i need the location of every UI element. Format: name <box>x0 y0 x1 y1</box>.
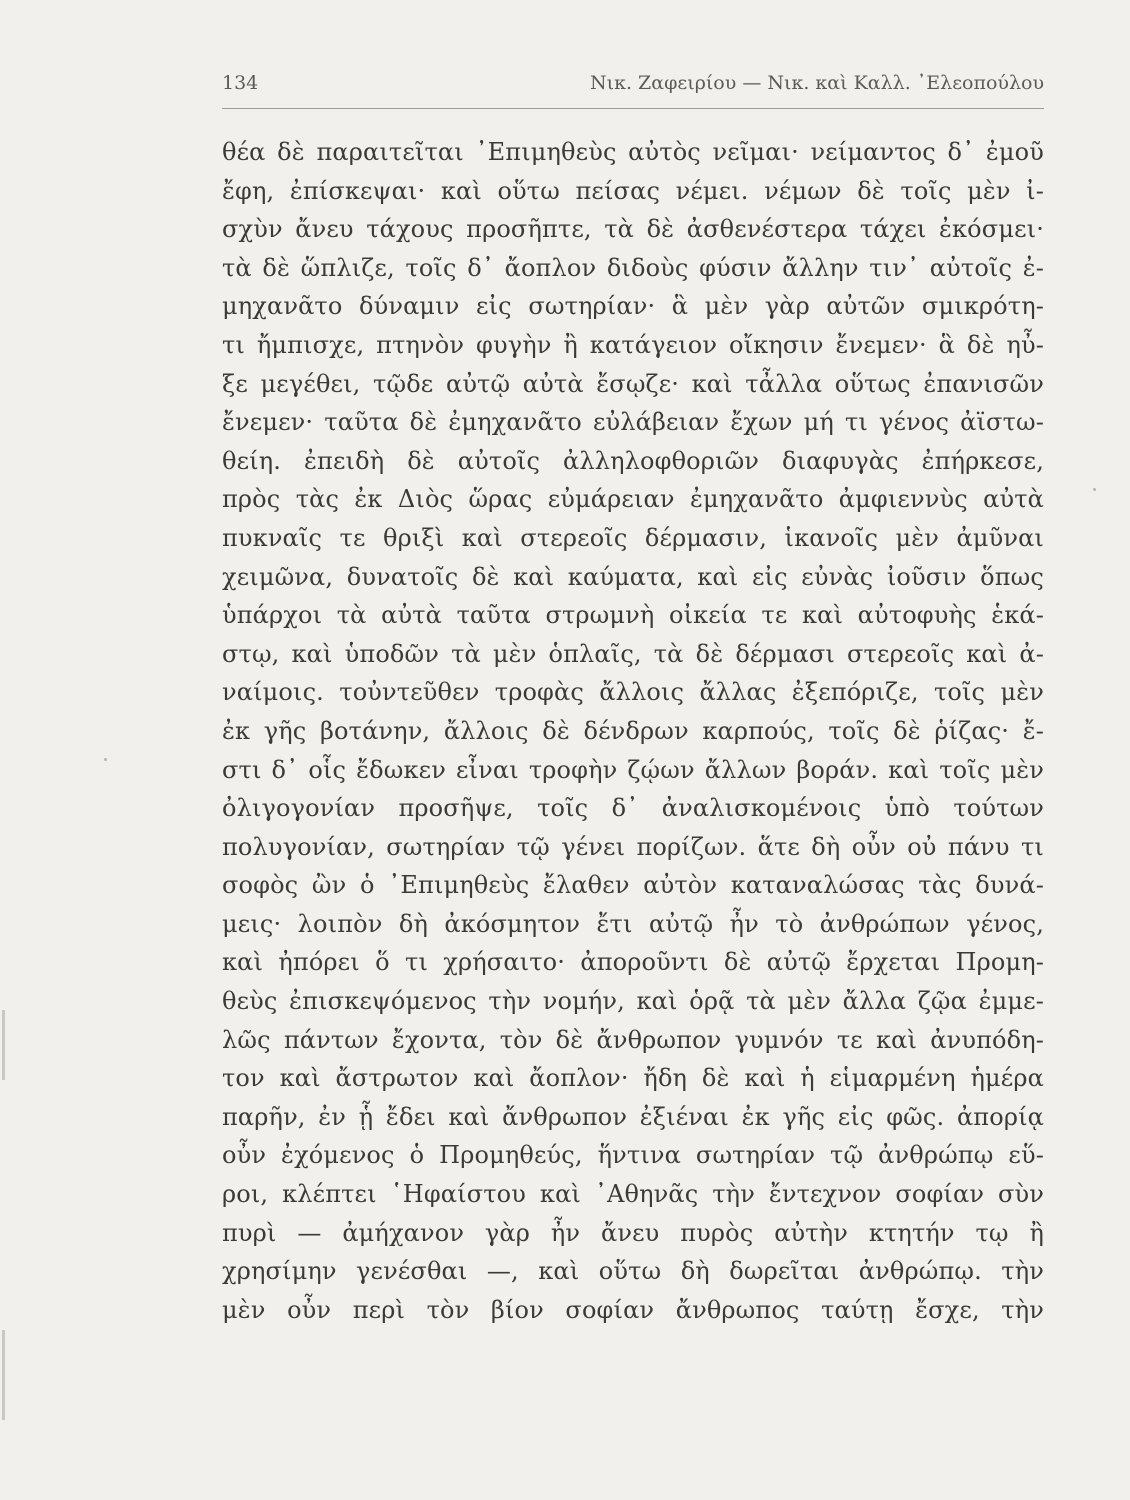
text-line: οὖν ἐχόμενος ὁ Προμηθεύς, ἥντινα σωτηρίαν τῷ ἀνθρώπῳ εὕ- <box>222 1141 1044 1170</box>
text-line: πρὸς τὰς ἐκ Διὸς ὥρας εὐμάρειαν ἐμηχανᾶτο ἀμφιεννὺς αὐτὰ <box>222 485 1044 514</box>
text-line: λῶς πάντων ἔχοντα, τὸν δὲ ἄνθρωπον γυμνόν τε καὶ ἀνυπόδη- <box>222 1025 1044 1054</box>
text-line: καὶ ἠπόρει ὅ τι χρήσαιτο· ἀποροῦντι δὲ αὐτῷ ἔρχεται Προμη- <box>222 948 1044 977</box>
scan-edge-mark <box>2 1010 5 1080</box>
page-header <box>222 72 1044 100</box>
text-line: ναίμοις. τοὐντεῦθεν τροφὰς ἄλλοις ἄλλας ἐξεπόριζε, τοῖς μὲν <box>222 678 1044 707</box>
header-rule <box>222 108 1044 109</box>
paper-speck <box>1093 488 1096 491</box>
text-line: στῳ, καὶ ὑποδῶν τὰ μὲν ὁπλαῖς, τὰ δὲ δέρμασι στερεοῖς καὶ ἀ- <box>222 639 1044 668</box>
text-line: παρῆν, ἐν ᾗ ἔδει καὶ ἄνθρωπον ἐξιέναι ἐκ γῆς εἰς φῶς. ἀπορίᾳ <box>222 1102 1044 1131</box>
text-line: χρησίμην γενέσθαι —, καὶ οὕτω δὴ δωρεῖται ἀνθρώπῳ. τὴν <box>222 1257 1044 1286</box>
text-line: τι ἤμπισχε, πτηνὸν φυγὴν ἢ κατάγειον οἴκησιν ἔνεμεν· ἃ δὲ ηὖ- <box>222 330 1044 359</box>
text-line: θέα δὲ παραιτεῖται ᾿Επιμηθεὺς αὐτὸς νεῖμαι· νείμαντος δ᾿ ἐμοῦ <box>222 138 1044 166</box>
body-text <box>222 133 1044 1329</box>
text-line: θείη. ἐπειδὴ δὲ αὐτοῖς ἀλληλοφθοριῶν διαφυγὰς ἐπήρκεσε, <box>222 446 1044 475</box>
text-line: τον καὶ ἄστρωτον καὶ ἄοπλον· ἤδη δὲ καὶ ἡ εἱμαρμένη ἡμέρα <box>222 1064 1044 1093</box>
scan-edge-mark <box>2 1330 5 1420</box>
text-line: ἐκ γῆς βοτάνην, ἄλλοις δὲ δένδρων καρπούς, τοῖς δὲ ῥίζας· ἔ- <box>222 716 1044 745</box>
paper-speck <box>104 758 107 761</box>
text-line: ὑπάρχοι τὰ αὐτὰ ταῦτα στρωμνὴ οἰκεία τε καὶ αὐτοφυὴς ἑκά- <box>222 601 1044 630</box>
text-line: πυκναῖς τε θριξὶ καὶ στερεοῖς δέρμασιν, ἱκανοῖς μὲν ἀμῦναι <box>222 523 1044 552</box>
text-line: μὲν οὖν περὶ τὸν βίον σοφίαν ἄνθρωπος ταύτῃ ἔσχε, τὴν <box>222 1295 1044 1324</box>
text-line: μεις· λοιπὸν δὴ ἀκόσμητον ἔτι αὐτῷ ἦν τὸ ἀνθρώπων γένος, <box>222 909 1044 938</box>
text-line: σχὺν ἄνευ τάχους προσῆπτε, τὰ δὲ ἀσθενέστερα τάχει ἐκόσμει· <box>222 215 1044 244</box>
text-line: τὰ δὲ ὥπλιζε, τοῖς δ᾿ ἄοπλον διδοὺς φύσιν ἄλλην τιν᾿ αὐτοῖς ἐ- <box>222 253 1044 282</box>
text-line: χειμῶνα, δυνατοῖς δὲ καὶ καύματα, καὶ εἰς εὐνὰς ἰοῦσιν ὅπως <box>222 562 1044 591</box>
text-line: ὀλιγογονίαν προσῆψε, τοῖς δ᾿ ἀναλισκομένοις ὑπὸ τούτων <box>222 794 1044 823</box>
text-line: στι δ᾿ οἷς ἔδωκεν εἶναι τροφὴν ζῴων ἄλλων βοράν. καὶ τοῖς μὲν <box>222 755 1044 784</box>
text-line: ἔφη, ἐπίσκεψαι· καὶ οὕτω πείσας νέμει. νέμων δὲ τοῖς μὲν ἰ- <box>222 176 1044 205</box>
page-number: 134 <box>222 72 259 94</box>
text-line: πυρὶ — ἀμήχανον γὰρ ἦν ἄνευ πυρὸς αὐτὴν κτητήν τῳ ἢ <box>222 1218 1044 1247</box>
text-line: πολυγονίαν, σωτηρίαν τῷ γένει πορίζων. ἅτε δὴ οὖν οὐ πάνυ τι <box>222 832 1044 861</box>
running-head: Νικ. Ζαφειρίου — Νικ. καὶ Καλλ. ᾿Ελεοπούλου <box>590 72 1044 94</box>
text-line: ἔνεμεν· ταῦτα δὲ ἐμηχανᾶτο εὐλάβειαν ἔχων μή τι γένος ἀϊστω- <box>222 408 1044 437</box>
text-line: μηχανᾶτο δύναμιν εἰς σωτηρίαν· ἃ μὲν γὰρ αὐτῶν σμικρότη- <box>222 292 1044 321</box>
text-line: θεὺς ἐπισκεψόμενος τὴν νομήν, καὶ ὁρᾷ τὰ μὲν ἄλλα ζῷα ἐμμε- <box>222 987 1044 1016</box>
text-line: ροι, κλέπτει ῾Ηφαίστου καὶ ᾿Αθηνᾶς τὴν ἔντεχνον σοφίαν σὺν <box>222 1180 1044 1209</box>
text-line: σοφὸς ὢν ὁ ᾿Επιμηθεὺς ἔλαθεν αὐτὸν καταναλώσας τὰς δυνά- <box>222 871 1044 900</box>
text-line: ξε μεγέθει, τῷδε αὐτῷ αὐτὰ ἔσῳζε· καὶ τἆλλα οὕτως ἐπανισῶν <box>222 369 1044 398</box>
